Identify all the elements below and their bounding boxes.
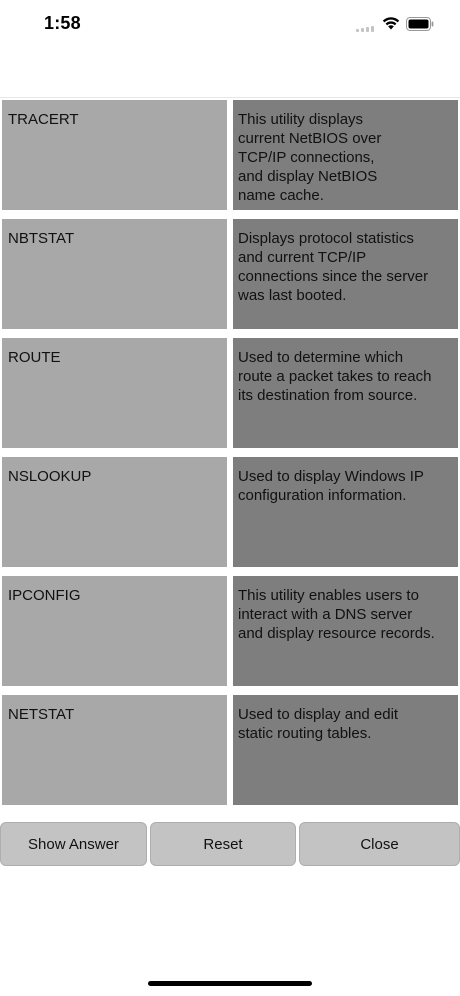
term-cell[interactable]: NBTSTAT [2, 219, 227, 329]
wifi-icon [382, 16, 400, 30]
term-cell[interactable]: NETSTAT [2, 695, 227, 805]
definition-cell[interactable]: This utility enables users to interact with a DNS server and display resource records. [233, 576, 458, 686]
term-cell[interactable]: ROUTE [2, 338, 227, 448]
match-row [0, 336, 460, 448]
definition-cell[interactable]: Used to determine which route a packet takes to reach its destination from source. [233, 338, 458, 448]
status-time: 1:58 [44, 13, 81, 33]
term-cell[interactable]: TRACERT [2, 100, 227, 210]
match-row [0, 217, 460, 329]
definition-cell[interactable]: Used to display Windows IP configuration information. [233, 457, 458, 567]
match-row [0, 574, 460, 686]
cellular-signal-icon [356, 26, 376, 32]
match-row [0, 455, 460, 567]
match-row [0, 98, 460, 210]
reset-button[interactable]: Reset [150, 822, 296, 866]
battery-icon [406, 17, 434, 31]
definition-cell[interactable]: Used to display and edit static routing tables. [233, 695, 458, 805]
match-row [0, 693, 460, 805]
button-bar [0, 822, 460, 867]
close-button[interactable]: Close [299, 822, 460, 866]
show-answer-button[interactable]: Show Answer [0, 822, 147, 866]
home-indicator [148, 981, 312, 986]
term-cell[interactable]: NSLOOKUP [2, 457, 227, 567]
status-bar [0, 0, 460, 52]
definition-cell[interactable]: Displays protocol statistics and current TCP/IP connections since the server was last booted. [233, 219, 458, 329]
term-cell[interactable]: IPCONFIG [2, 576, 227, 686]
definition-cell[interactable]: This utility displays current NetBIOS over TCP/IP connections, and display NetBIOS name cache. [233, 100, 458, 210]
